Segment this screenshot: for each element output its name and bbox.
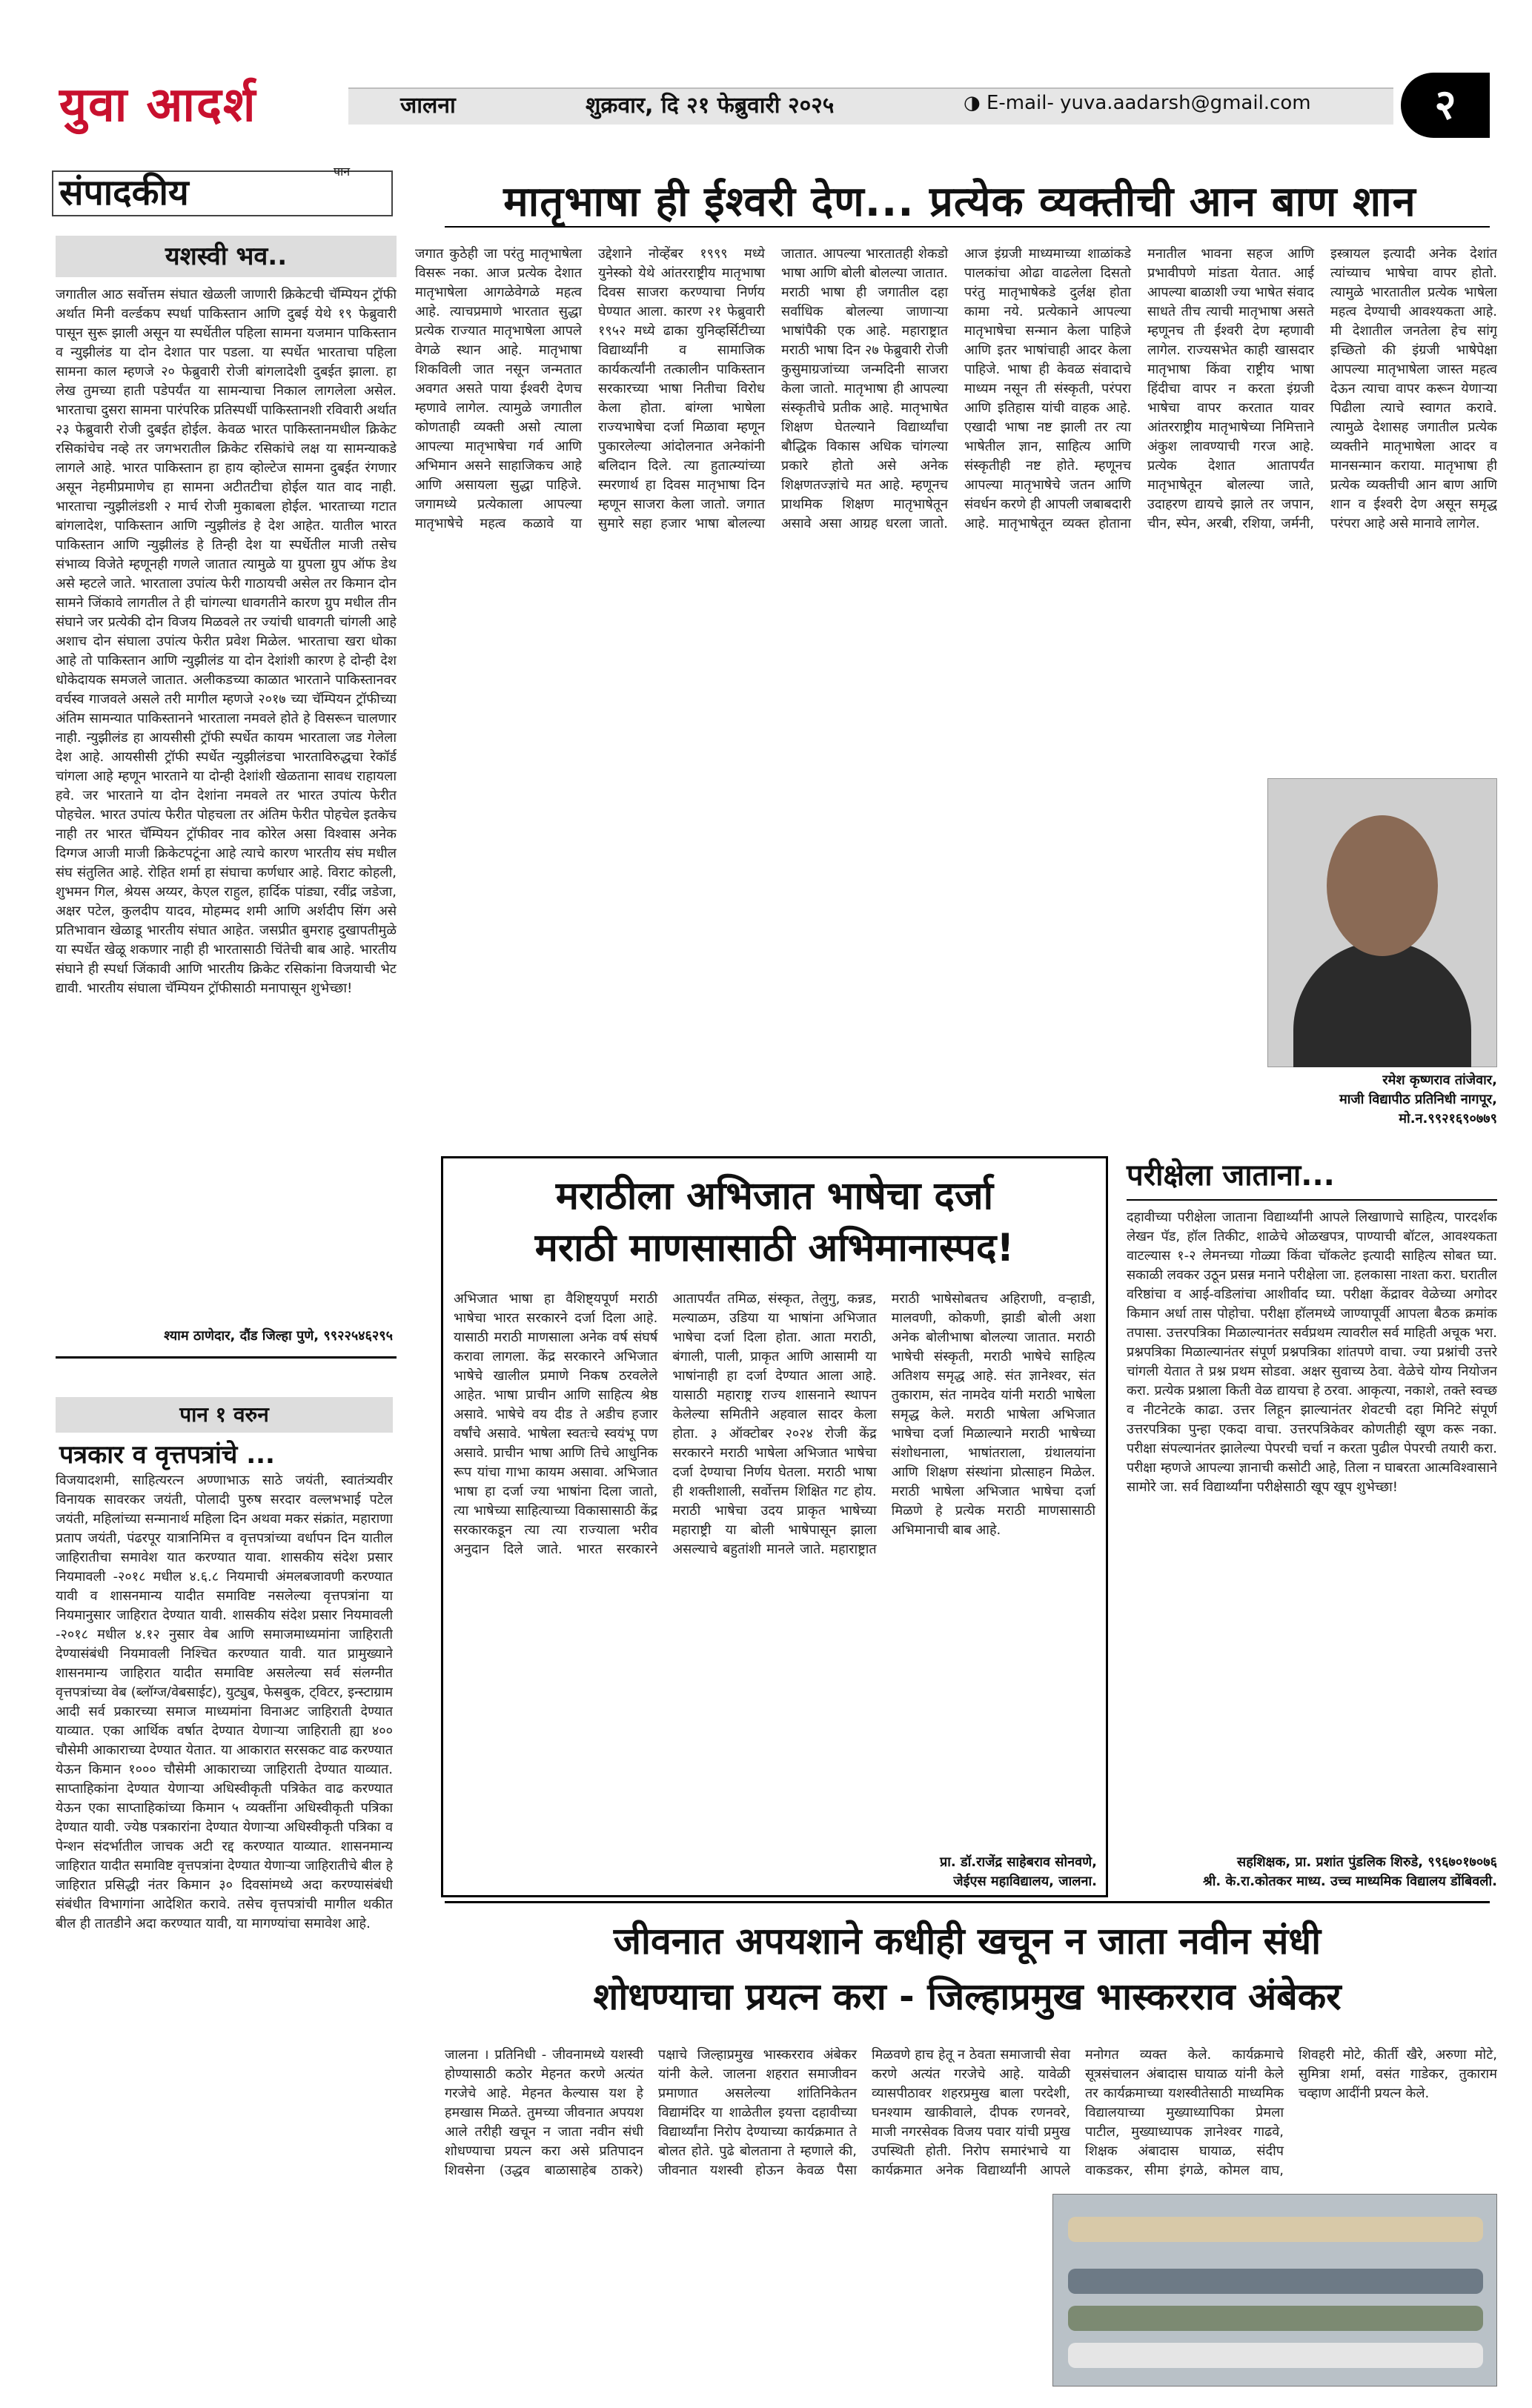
header-email	[964, 92, 1311, 114]
author-name: रमेश कृष्णराव तांजेवार,	[1382, 1072, 1497, 1088]
marathi-headline-line1: मराठीला अभिजात भाषेचा दर्जा	[555, 1174, 994, 1218]
continued-body: विजयादशमी, साहित्यरत्न अण्णाभाऊ साठे जयंती, स्वातंत्र्यवीर विनायक सावरकर जयंती, पोलादी पुरुष सरदार वल्लभभाई पटेल जयंती, महिलांच्या सन्मानार्थ महिला दिन अथवा मकर संक्रांत, महाराणा प्रताप जयंती, पंढरपूर यात्रानिमित्त व वृत्तपत्रांच्या वर्धापन दिन यातील जाहिरातीचा समावेश यात करण्यात यावा. शासकीय संदेश प्रसार नियमावली -२०१८ मधील ४.६.८ नियमाची अंमलबजावणी करण्यात यावी व शासनमान्य यादीत समाविष्ट नसलेल्या वृत्तपत्रांना या नियमानुसार जाहिरात देण्यात यावी. शासकीय संदेश प्रसार नियमावली -२०१८ मधील ४.१२ नुसार वेब आणि समाजमाध्यमांना जाहिराती देण्यासंबंधी नियमावली निश्चित करण्यात यावी. यात प्रामुख्याने शासनमान्य जाहिरात यादीत समाविष्ट असलेल्या सर्व संलग्नीत वृत्तपत्रांच्या वेब (ब्लॉग्ज/वेबसाईट), युट्युब, फेसबुक, ट्विटर, इन्स्टाग्राम आदी सर्व प्रकारच्या समाज माध्यमांना विनाअट जाहिराती देण्यात याव्यात. एका आर्थिक वर्षात देण्यात येणाऱ्या जाहिराती ह्या ४०० चौसेमी आकाराच्या देण्यात येतात. या आकारात सरसकट वाढ करण्यात येऊन किमान १००० चौसेमी आकाराच्या जाहिराती देण्यात याव्यात. साप्ताहिकांना देण्यात येणाऱ्या अधिस्वीकृती पत्रिकेत वाढ करण्यात येऊन एका साप्ताहिकांच्या किमान ५ व्यक्तींना अधिस्वीकृती पत्रिका देण्यात यावी. ज्येष्ठ पत्रकारांना देण्यात येणाऱ्या अधिस्वीकृती पत्रिका व पेन्शन संदर्भातील जाचक अटी रद्द करण्यात याव्यात. शासनमान्य जाहिरात यादीत समाविष्ट वृत्तपत्रांना देण्यात येणाऱ्या जाहिरातीचे बील हे जाहिरात प्रसिद्धी नंतर किमान ३० दिवसांमध्ये अदा करण्यासंबंधी संबंधीत विभागांना आदेशित करावे. तसेच वृत्तपत्रांची मागील थकीत बील ही तातडीने अदा करण्यात यावी, या मागण्यांचा समावेश आहे.	[56, 1473, 393, 1931]
continued-from-page1-label: पान १ वरुन	[56, 1397, 393, 1433]
author-photo-face	[1327, 815, 1438, 956]
photo-row-standing	[1068, 2269, 1483, 2294]
author-role: माजी विद्यापीठ प्रतिनिधी नागपूर,	[1339, 1092, 1497, 1107]
email-bullet-icon: ◑	[964, 92, 986, 114]
header-email-text: E-mail- yuva.aadarsh@gmail.com	[986, 92, 1311, 114]
editorial-label: संपादकीय	[59, 172, 189, 213]
marathi-article-body: अभिजात भाषा हा वैशिष्ट्यपूर्ण मराठी भाषेचा भारत सरकारने दर्जा दिला आहे. यासाठी मराठी माणसाला अनेक वर्ष संघर्ष करावा लागला. केंद्र सरकारने अभिजात भाषेचे खालील प्रमाणे निकष ठरवलेले आहेत. भाषा प्राचीन आणि साहित्य श्रेष्ठ असावे. भाषेचे वय दीड ते अडीच हजार वर्षांचे असावे. भाषेला स्वतःचे स्वयंभू पण असावे. प्राचीन भाषा आणि तिचे आधुनिक रूप यांचा गाभा कायम असावा. अभिजात भाषा हा दर्जा ज्या भाषांना दिला जातो, त्या भाषेच्या साहित्याच्या विकासासाठी केंद्र सरकारकडून त्या त्या राज्याला भरीव अनुदान दिले जाते. भारत सरकारने आतापर्यंत तमिळ, संस्कृत, तेलुगु, कन्नड, मल्याळम, उडिया या भाषांना अभिजात भाषेचा दर्जा दिला होता. आता मराठी, बंगाली, पाली, प्राकृत आणि आसामी या भाषांनाही हा दर्जा देण्यात आला आहे. यासाठी महाराष्ट्र राज्य शासनाने स्थापन केलेल्या समितीने अहवाल सादर केला होता. ३ ऑक्टोबर २०२४ रोजी केंद्र सरकारने मराठी भाषेला अभिजात भाषेचा दर्जा देण्याचा निर्णय घेतला. मराठी भाषा ही शक्तीशाली, सर्वोत्तम शिक्षित गट होय. मराठी भाषेचा उदय प्राकृत भाषेच्या महाराष्ट्री या बोली भाषेपासून झाला असल्याचे बहुतांशी मानले जाते. महाराष्ट्रात मराठी भाषेसोबतच अहिराणी, वऱ्हाडी, मालवणी, कोकणी, झाडी बोली अशा अनेक बोलीभाषा बोलल्या जातात. मराठी भाषेची संस्कृती, मराठी भाषेचे साहित्य अतिशय समृद्ध आहे. संत ज्ञानेश्वर, संत तुकाराम, संत नामदेव यांनी मराठी भाषेला समृद्ध केले. मराठी भाषेला अभिजात भाषेचा दर्जा मिळाल्याने मराठी भाषेच्या संशोधनाला, भाषांतराला, ग्रंथालयांना आणि शिक्षण संस्थांना प्रोत्साहन मिळेल. मराठी भाषेला अभिजात भाषेचा दर्जा मिळणे हे प्रत्येक मराठी माणसासाठी अभिमानाची बाब आहे.	[454, 1291, 1095, 1557]
main-article-body: जगात कुठेही जा परंतु मातृभाषेला विसरू नका. आज प्रत्येक देशात मातृभाषेला आगळेवेगळे महत्व आहे. त्याचप्रमाणे भारतात सुद्धा प्रत्येक राज्यात मातृभाषेला आपले वेगळे स्थान आहे. मातृभाषा शिकविली जात नसून जन्मतात अवगत असते पाया ईश्वरी देणच म्हणावे लागेल. त्यामुळे जगातील कोणताही व्यक्ती असो त्याला आपल्या मातृभाषेचा गर्व आणि अभिमान असने साहाजिकच आहे आणि असायला सुद्धा पाहिजे. जगामध्ये प्रत्येकाला आपल्या मातृभाषेचे महत्व कळावे या उद्देशाने नोव्हेंबर १९९९ मध्ये युनेस्को येथे आंतरराष्ट्रीय मातृभाषा दिवस साजरा करण्याचा निर्णय घेण्यात आला. कारण २१ फेब्रुवारी १९५२ मध्ये ढाका युनिव्हर्सिटीच्या विद्यार्थ्यांनी व सामाजिक कार्यकर्त्यांनी तत्कालीन पाकिस्तान सरकारच्या भाषा नितीचा विरोध केला होता. बांग्ला भाषेला राज्यभाषेचा दर्जा मिळावा म्हणून पुकारलेल्या आंदोलनात अनेकांनी बलिदान दिले. त्या हुतात्म्यांच्या स्मरणार्थ हा दिवस मातृभाषा दिन म्हणून साजरा केला जातो. जगात सुमारे सहा हजार भाषा बोलल्या जातात. आपल्या भारतातही शेकडो भाषा आणि बोली बोलल्या जातात. मराठी भाषा ही जगातील दहा सर्वाधिक बोलल्या जाणाऱ्या भाषांपैकी एक आहे. महाराष्ट्रात मराठी भाषा दिन २७ फेब्रुवारी रोजी कुसुमाग्रजांच्या जन्मदिनी साजरा केला जातो. मातृभाषा ही आपल्या संस्कृतीचे प्रतीक आहे. मातृभाषेत शिक्षण घेतल्याने विद्यार्थ्यांचा बौद्धिक विकास अधिक चांगल्या प्रकारे होतो असे अनेक शिक्षणतज्ज्ञांचे मत आहे. म्हणूनच प्राथमिक शिक्षण मातृभाषेतून असावे असा आग्रह धरला जातो. आज इंग्रजी माध्यमाच्या शाळांकडे पालकांचा ओढा वाढलेला दिसतो परंतु मातृभाषेकडे दुर्लक्ष होता कामा नये. प्रत्येकाने आपल्या मातृभाषेचा सन्मान केला पाहिजे आणि इतर भाषांचाही आदर केला पाहिजे. भाषा ही केवळ संवादाचे माध्यम नसून ती संस्कृती, परंपरा आणि इतिहास यांची वाहक आहे. एखादी भाषा नष्ट झाली तर त्या भाषेतील ज्ञान, साहित्य आणि संस्कृतीही नष्ट होते. म्हणूनच आपल्या मातृभाषेचे जतन आणि संवर्धन करणे ही आपली जबाबदारी आहे. मातृभाषेतून व्यक्त होताना मनातील भावना सहज आणि प्रभावीपणे मांडता येतात. आई आपल्या बाळाशी ज्या भाषेत संवाद साधते तीच त्याची मातृभाषा असते म्हणूनच ती ईश्वरी देण म्हणावी लागेल. राज्यसभेत काही खासदार मातृभाषा किंवा राष्ट्रीय भाषा हिंदीचा वापर न करता इंग्रजी भाषेचा वापर करतात यावर आंतरराष्ट्रीय मातृभाषेच्या निमित्ताने अंकुश लावण्याची गरज आहे. प्रत्येक देशात आतापर्यंत मातृभाषेतून बोलल्या जाते, उदाहरण द्यायचे झाले तर जपान, चीन, स्पेन, अरबी, रशिया, जर्मनी, इस्त्रायल इत्यादी अनेक देशांत त्यांच्याच भाषेचा वापर होतो. त्यामुळे भारतातील प्रत्येक भाषेला महत्व देण्याची आवश्यकता आहे. मी देशातील जनतेला हेच सांगू इच्छितो की इंग्रजी भाषेपेक्षा आपल्या मातृभाषेला जास्त महत्व देऊन त्याचा वापर करून येणाऱ्या पिढीला त्याचे स्वागत करावे. त्यामुळे देशासह जगातील प्रत्येक व्यक्तीने मातृभाषेला आदर व मानसन्मान कराया. मातृभाषा ही प्रत्येक व्यक्तीची आन बाण आणि शान व ईश्वरी देण असून समृद्ध परंपरा आहे असे मानावे लागेल.	[415, 246, 1497, 531]
editorial-page-tag: पान	[334, 165, 351, 179]
divider	[56, 1356, 397, 1359]
marathi-signature-name: प्रा. डॉ.राजेंद्र साहेबराव सोनवणे,	[940, 1854, 1097, 1870]
exam-rule	[1127, 1199, 1497, 1201]
exam-article-body: दहावीच्या परीक्षेला जाताना विद्यार्थ्यांनी आपले लिखाणाचे साहित्य, पारदर्शक लेखन पॅड, हॉल तिकीट, शाळेचे ओळखपत्र, पाण्याची बॉटल, आवश्यकता वाटल्यास १-२ लेमनच्या गोळ्या किंवा चॉकलेट इत्यादी साहित्य सोबत घ्या. सकाळी लवकर उठून प्रसन्न मनाने परीक्षेला जा. हलकासा नाश्ता करा. घरातील वरिष्ठांचा व आई-वडिलांचा आशीर्वाद घ्या. परीक्षा केंद्रावर वेळेच्या अगोदर किमान अर्धा तास पोहोचा. परीक्षा हॉलमध्ये जाण्यापूर्वी आपला बैठक क्रमांक तपासा. उत्तरपत्रिका मिळाल्यानंतर सर्वप्रथम त्यावरील सर्व माहिती अचूक भरा. प्रश्नपत्रिका मिळाल्यानंतर संपूर्ण प्रश्नपत्रिका शांतपणे वाचा. ज्या प्रश्नांची उत्तरे चांगली येतात ते प्रश्न प्रथम सोडवा. अक्षर सुवाच्य ठेवा. वेळेचे योग्य नियोजन करा. प्रत्येक प्रश्नाला किती वेळ द्यायचा हे ठरवा. आकृत्या, नकाशे, तक्ते स्वच्छ व नीटनेटके काढा. उत्तर लिहून झाल्यानंतर शेवटची दहा मिनिटे संपूर्ण उत्तरपत्रिका पुन्हा एकदा वाचा. उत्तरपत्रिकेवर कोणतीही खूण करू नका. परीक्षा संपल्यानंतर झालेल्या पेपरची चर्चा न करता पुढील पेपरची तयारी करा. परीक्षा म्हणजे आपल्या ज्ञानाची कसोटी आहे, तिला न घाबरता आत्मविश्वासाने सामोरे जा. सर्व विद्यार्थ्यांना परीक्षेसाठी खूप खूप शुभेच्छा!	[1127, 1210, 1497, 1495]
continued-title: पत्रकार व वृत्तपत्रांचे ...	[59, 1440, 275, 1470]
side-story-signature: श्याम ठाणेदार, दौंड जिल्हा पुणे, ९९२२५४६२९५	[164, 1328, 393, 1344]
header-city: जालना	[400, 93, 456, 119]
bottom-article-body-top: जालना । प्रतिनिधी - जीवनामध्ये यशस्वी होण्यासाठी कठोर मेहनत करणे अत्यंत गरजेचे आहे. मेहनत केल्यास यश हे हमखास मिळते. तुमच्या जीवनात अपयश आले तरीही खचून न जाता नवीन संधी शोधण्याचा प्रयत्न करा असे प्रतिपादन शिवसेना (उद्धव बाळासाहेब ठाकरे) पक्षाचे जिल्हाप्रमुख भास्करराव अंबेकर यांनी केले. जालना शहरात समाजीवन प्रमाणात असलेल्या शांतिनिकेतन विद्यामंदिर या शाळेतील इयत्ता दहावीच्या विद्यार्थ्यांना निरोप देण्याच्या कार्यक्रमात ते बोलत होते. पुढे बोलताना ते म्हणाले की, जीवनात यशस्वी होऊन केवळ पैसा मिळवणे हाच हेतू न ठेवता समाजाची सेवा करणे अत्यंत गरजेचे आहे. यावेळी व्यासपीठावर शहरप्रमुख बाला परदेशी, घनश्याम खाकीवाले, दीपक रणनवरे, माजी नगरसेवक विजय पवार यांची प्रमुख उपस्थिती होती. निरोप समारंभाचे या कार्यक्रमात अनेक विद्यार्थ्यांनी आपले मनोगत व्यक्त केले. कार्यक्रमाचे सूत्रसंचालन अंबादास घायाळ यांनी केले तर कार्यक्रमाच्या यशस्वीतेसाठी माध्यमिक विद्यालयाच्या मुख्याध्यापिका प्रेमला पाटील, मुख्याध्यापक ज्ञानेश्वर गाढवे, शिक्षक अंबादास घायाळ, संदीप वाकडकर, सीमा इंगळे, कोमल वाघ, शिवहरी मोटे, कीर्ती खैरे, अरुणा मोटे, सुमित्रा शर्मा, वसंत गाडेकर, तुकाराम चव्हाण आदींनी प्रयत्न केले.	[445, 2047, 1497, 2178]
bottom-headline-line2: शोधण्याचा प्रयत्न करा - जिल्हाप्रमुख भास्करराव अंबेकर	[593, 1975, 1342, 2018]
photo-row-middle	[1068, 2306, 1483, 2331]
newspaper-logo: युवा आदर्श	[59, 77, 257, 133]
masthead	[0, 0, 1532, 133]
author-phone: मो.न.९९२१६९०७७९	[1399, 1111, 1497, 1127]
editorial-headline: मातृभाषा ही ईश्वरी देण... प्रत्येक व्यक्तीची आन बाण शान	[503, 178, 1416, 226]
exam-signature	[1127, 1853, 1497, 1891]
photo-banner	[1068, 2217, 1483, 2242]
photo-row-seated	[1068, 2343, 1483, 2368]
exam-signature-name: सहशिक्षक, प्रा. प्रशांत पुंडलिक शिरुडे, ९९६७०१७०७६	[1237, 1854, 1497, 1870]
exam-headline: परीक्षेला जाताना...	[1127, 1158, 1335, 1193]
side-story-title: यशस्वी भव..	[56, 236, 397, 277]
exam-signature-school: श्री. के.रा.कोतकर माध्य. उच्च माध्यमिक विद्यालय डोंबिवली.	[1203, 1874, 1497, 1889]
header-date: शुक्रवार, दि २१ फेब्रुवारी २०२५	[586, 93, 835, 119]
bottom-headline-line1: जीवनात अपयशाने कधीही खचून न जाता नवीन संधी	[613, 1920, 1322, 1963]
headline-rule	[445, 226, 1490, 228]
page-number: २	[1401, 73, 1490, 138]
side-story-body: जगातील आठ सर्वोत्तम संघात खेळली जाणारी क्रिकेटची चॅम्पियन ट्रॉफी अर्थात मिनी वर्ल्डकप स्पर्धा पाकिस्तान आणि दुबई येथे १९ फेब्रुवारी पासून सुरू झाली असून या स्पर्धेतील पहिला सामना यजमान पाकिस्तान व न्युझीलंड या दोन देशात पार पडला. या स्पर्धेत भारताचा पहिला सामना काल म्हणजे २० फेब्रुवारी रोजी बांगलादेशी दुबईत झाला. हा लेख तुमच्या हाती पडेपर्यंत या सामन्याचा निकाल लागलेला असेल. भारताचा दुसरा सामना पारंपरिक प्रतिस्पर्धी पाकिस्तानशी रविवारी अर्थात २३ फेब्रुवारी रोजी दुबईत होईल. केवळ भारत पाकिस्तानमधील क्रिकेट रसिकांचेच नव्हे तर जगभरातील क्रिकेट रसिकांचे लक्ष या सामन्याकडे लागले आहे. भारत पाकिस्तान हा हाय व्होल्टेज सामना दुबईत रंगणार असून नेहमीप्रमाणेच हा सामना अटीतटीचा होईल यात वाद नाही. भारताचा न्युझीलंडशी २ मार्च रोजी मुकाबला होईल. भारताच्या गटात बांगलादेश, पाकिस्तान आणि न्युझीलंड हे देश आहेत. यातील भारत पाकिस्तान आणि न्युझीलंड हे तिन्ही देश या स्पर्धेतील माजी तसेच संभाव्य विजेते म्हणूनही गणले जातात त्यामुळे या ग्रुपला ग्रुप ऑफ डेथ असे म्हटले जाते. भारताला उपांत्य फेरी गाठायची असेल तर किमान दोन सामने जिंकावे लागतील ते ही चांगल्या धावगतीने कारण ग्रुप मधील तीन संघाने जर प्रत्येकी दोन विजय मिळवले तर ज्यांची धावगती चांगली आहे अशाच दोन संघाला उपांत्य फेरीत प्रवेश मिळेल. भारताचा खरा धोका आहे तो पाकिस्तान आणि न्युझीलंड या दोन देशांशी कारण हे दोन्ही देश धोकेदायक समजले जातात. अलीकडच्या काळात भारताने पाकिस्तानवर वर्चस्व गाजवले असले तरी मागील म्हणजे २०१७ च्या चॅम्पियन ट्रॉफीच्या अंतिम सामन्यात पाकिस्तानने भारताला नमवले होते हे विसरून चालणार नाही. न्युझीलंड हा आयसीसी ट्रॉफी स्पर्धेत कायम भारताला जड गेलेला देश आहे. आयसीसी ट्रॉफी स्पर्धेत न्युझीलंडचा भारताविरुद्धचा रेकॉर्ड चांगला आहे म्हणून भारताने या दोन्ही देशांशी खेळताना सावध राहायला हवे. जर भारताने या दोन देशांना नमवले तर भारत उपांत्य फेरीत पोहचेल. भारत उपांत्य फेरीत पोहचला तर अंतिम फेरीत पोहचेल इतकेच नाही तर भारत चॅम्पियन ट्रॉफीवर नाव कोरेल असा विश्वास अनेक दिग्गज आजी माजी क्रिकेटपटूंना आहे त्याचे कारण भारतीय संघ मधील संघ संतुलित आहे. रोहित शर्मा हा संघाचा कर्णधार आहे. विराट कोहली, शुभमन गिल, श्रेयस अय्यर, केएल राहुल, हार्दिक पांड्या, रवींद्र जडेजा, अक्षर पटेल, कुलदीप यादव, मोहम्मद शमी आणि अर्शदीप सिंग असे प्रतिभावान खेळाडू भारतीय संघात आहेत. जसप्रीत बुमराह दुखापतीमुळे या स्पर्धेत खेळू शकणार नाही ही भारतासाठी चिंतेची बाब आहे. भारतीय संघाने ही स्पर्धा जिंकावी आणि भारतीय क्रिकेट रसिकांना विजयाची भेट द्यावी. भारतीय संघाला चॅम्पियन ट्रॉफीसाठी मनापासून शुभेच्छा!	[56, 287, 397, 996]
marathi-headline-line2: मराठी माणसासाठी अभिमानास्पद!	[534, 1226, 1015, 1270]
school-group-photo	[1052, 2194, 1497, 2387]
marathi-signature-college: जेईएस महाविद्यालय, जालना.	[953, 1874, 1097, 1889]
author-caption	[1267, 1071, 1497, 1129]
bottom-divider	[445, 1901, 1490, 1903]
marathi-signature	[756, 1853, 1097, 1891]
